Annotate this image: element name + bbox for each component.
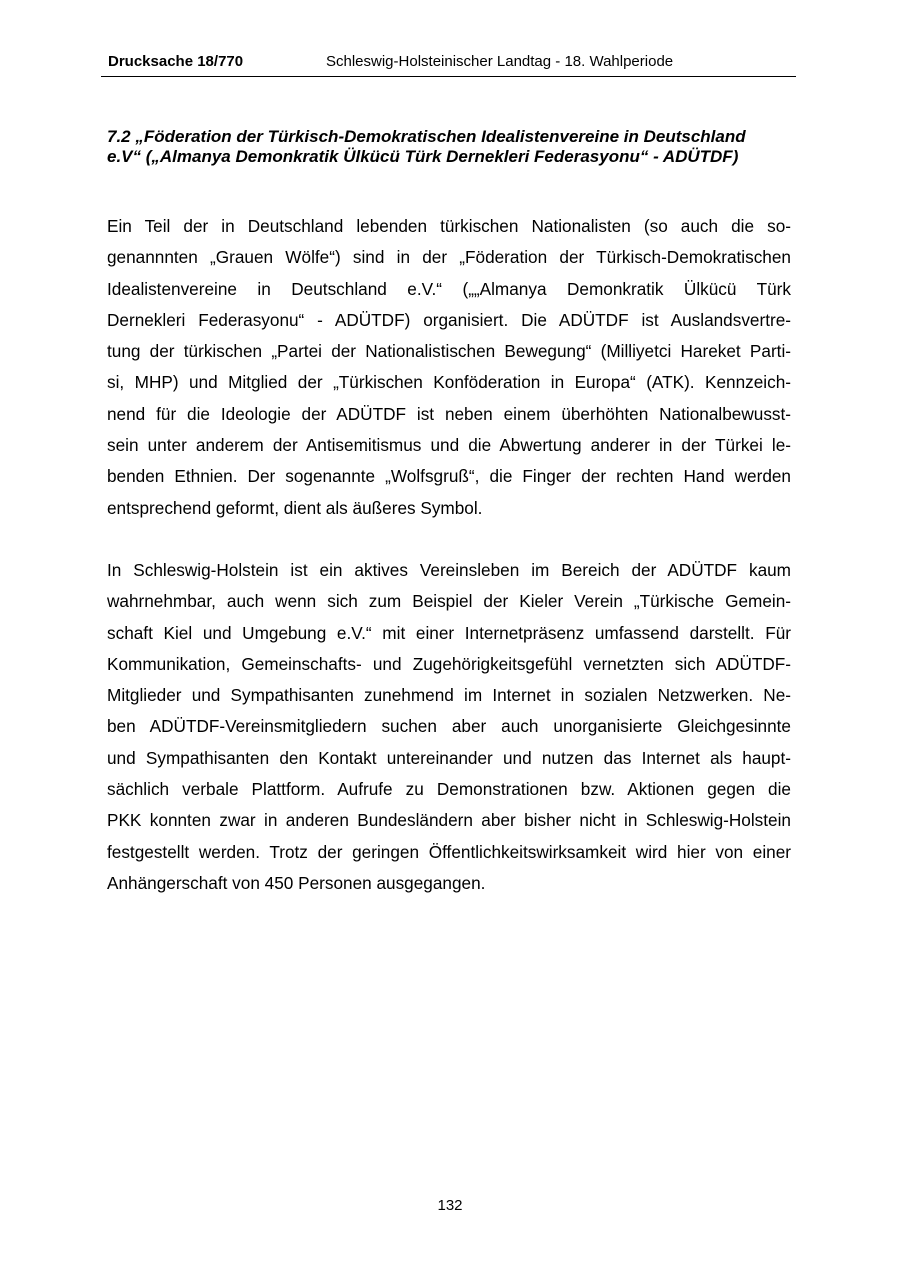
section-heading: [107, 127, 797, 167]
document-source: Schleswig-Holsteinischer Landtag - 18. Wahlperiode: [326, 53, 674, 70]
text-line: si, MHP) und Mitglied der „Türkischen Konföderation in Europa“ (ATK). Kennzeich-: [107, 372, 791, 393]
text-line: Idealistenvereine in Deutschland e.V.“ („„Almanya Demonkratik Ülkücü Türk: [107, 278, 791, 299]
text-line: Kommunikation, Gemeinschafts- und Zugehörigkeitsgefühl vernetzten sich ADÜTDF-: [107, 653, 791, 674]
text-line: tung der türkischen „Partei der Nationalistischen Bewegung“ (Milliyetci Hareket Parti-: [107, 341, 791, 362]
text-line: Mitglieder und Sympathisanten zunehmend im Internet in sozialen Netzwerken. Ne-: [107, 685, 791, 706]
text-line: In Schleswig-Holstein ist ein aktives Vereinsleben im Bereich der ADÜTDF kaum: [107, 560, 791, 580]
text-line: Dernekleri Federasyonu“ - ADÜTDF) organisiert. Die ADÜTDF ist Auslandsvertre-: [107, 309, 791, 330]
text-line: Anhängerschaft von 450 Personen ausgegangen.: [107, 872, 486, 893]
text-line: schaft Kiel und Umgebung e.V.“ mit einer Internetpräsenz umfassend darstellt. Für: [107, 622, 791, 643]
text-line: benden Ethnien. Der sogenannte „Wolfsgruß“, die Finger der rechten Hand werden: [107, 466, 791, 487]
text-line: und Sympathisanten den Kontakt untereinander und nutzen das Internet als haupt-: [107, 747, 791, 768]
document-number: Drucksache 18/770: [108, 53, 244, 70]
text-line: wahrnehmbar, auch wenn sich zum Beispiel der Kieler Verein „Türkische Gemein-: [107, 591, 791, 612]
text-line: entsprechend geformt, dient als äußeres Symbol.: [107, 497, 483, 518]
heading-line: 7.2 „Föderation der Türkisch-Demokratischen Idealistenvereine in Deutschland: [107, 127, 746, 146]
paragraph-2: [107, 555, 791, 899]
page-number: 132: [437, 1197, 463, 1214]
heading-line: e.V“ („Almanya Demonkratik Ülkücü Türk Dernekleri Federasyonu“ - ADÜTDF): [107, 147, 739, 166]
text-line: sächlich verbale Plattform. Aufrufe zu Demonstrationen bzw. Aktionen gegen die: [107, 779, 791, 800]
text-line: sein unter anderem der Antisemitismus und die Abwertung anderer in der Türkei le-: [107, 435, 791, 456]
text-line: PKK konnten zwar in anderen Bundesländern aber bisher nicht in Schleswig-Holstein: [107, 810, 791, 831]
text-line: genannnten „Grauen Wölfe“) sind in der „Föderation der Türkisch-Demokratischen: [107, 247, 791, 268]
text-line: festgestellt werden. Trotz der geringen Öffentlichkeitswirksamkeit wird hier von einer: [107, 841, 791, 862]
text-line: ben ADÜTDF-Vereinsmitgliedern suchen aber auch unorganisierte Gleichgesinnte: [107, 716, 791, 737]
text-line: nend für die Ideologie der ADÜTDF ist neben einem überhöhten Nationalbewusst-: [107, 403, 791, 424]
page-header: [101, 50, 796, 77]
text-line: Ein Teil der in Deutschland lebenden türkischen Nationalisten (so auch die so-: [107, 216, 791, 236]
paragraph-1: [107, 211, 791, 524]
